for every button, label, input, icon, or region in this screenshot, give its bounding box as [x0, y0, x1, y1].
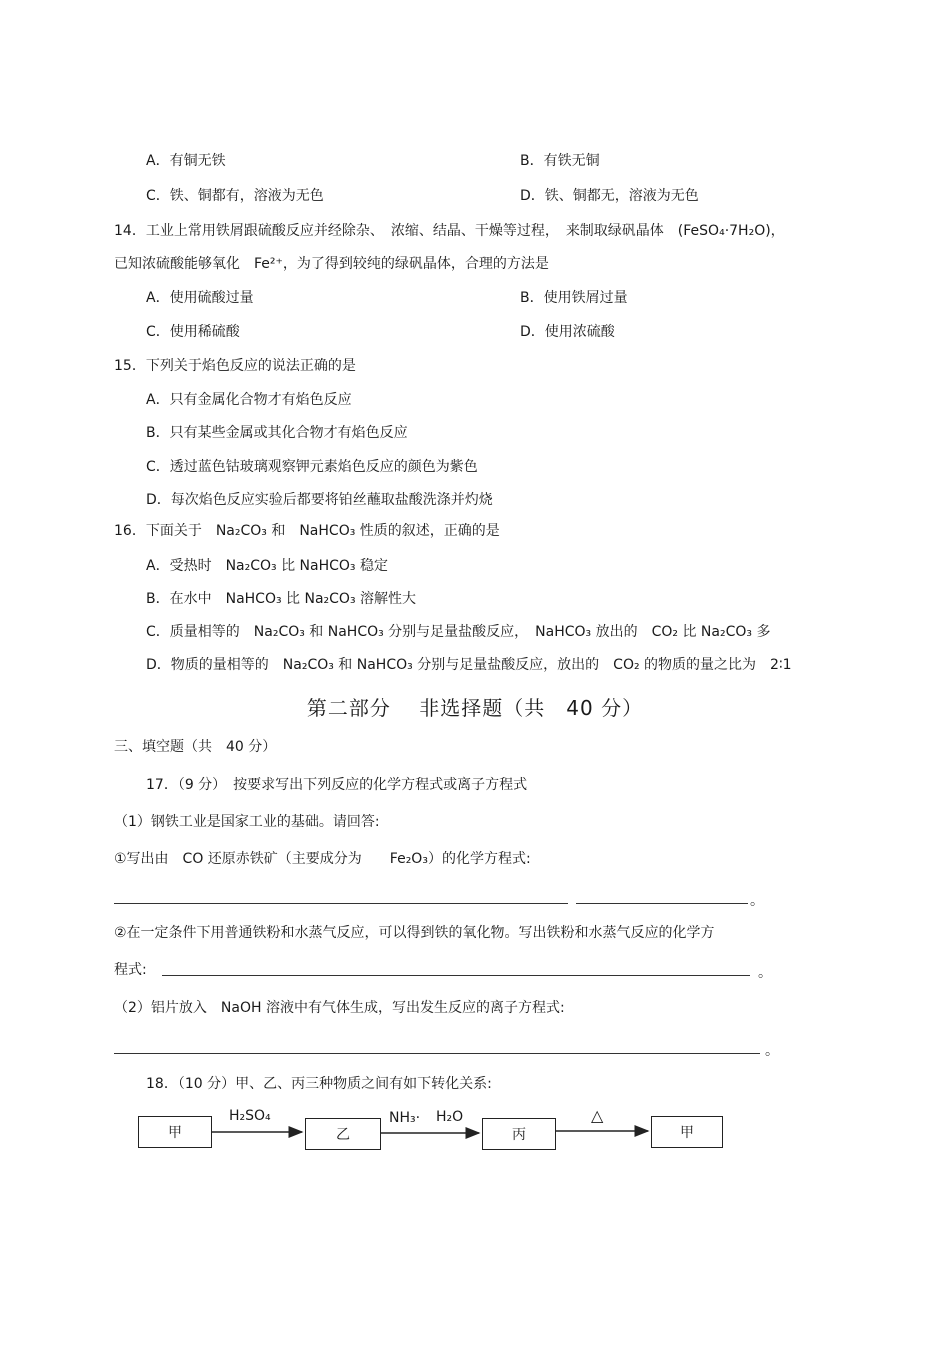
q13-option-c: C．铁、铜都有，溶液为无色: [146, 188, 324, 204]
period-3: 。: [765, 1043, 779, 1059]
q17-sub1: （1）钢铁工业是国家工业的基础。请回答:: [114, 814, 380, 830]
q17-sub2: （2）铝片放入 NaOH 溶液中有气体生成，写出发生反应的离子方程式:: [114, 1000, 565, 1016]
q13-option-b: B．有铁无铜: [520, 153, 600, 169]
q15-option-b: B．只有某些金属或其化合物才有焰色反应: [146, 425, 408, 441]
q15-option-c: C．透过蓝色钴玻璃观察钾元素焰色反应的颜色为紫色: [146, 459, 478, 475]
heat-triangle-icon: △: [591, 1106, 604, 1125]
arrow2-label-a: NH₃·: [389, 1110, 421, 1126]
arrow1-label: H₂SO₄: [229, 1108, 271, 1124]
q16-stem: 16．下面关于 Na₂CO₃ 和 NaHCO₃ 性质的叙述，正确的是: [114, 523, 500, 539]
q15-option-a: A．只有金属化合物才有焰色反应: [146, 392, 352, 408]
period-2: 。: [758, 965, 772, 981]
q17-item2-line1: ②在一定条件下用普通铁粉和水蒸气反应，可以得到铁的氧化物。写出铁粉和水蒸气反应的化学方: [114, 925, 715, 941]
q17-item2-line2: 程式:: [114, 962, 147, 978]
q14-option-d: D．使用浓硫酸: [520, 324, 615, 340]
q16-option-d: D．物质的量相等的 Na₂CO₃ 和 NaHCO₃ 分别与足量盐酸反应，放出的 CO₂ 的物质的量之比为 2∶1: [146, 657, 792, 673]
q13-option-d: D．铁、铜都无，溶液为无色: [520, 188, 699, 204]
q14-option-a: A．使用硫酸过量: [146, 290, 254, 306]
q18-stem: 18．（10 分）甲、乙、丙三种物质之间有如下转化关系:: [146, 1076, 492, 1092]
period-1: 。: [750, 893, 764, 909]
q14-option-b: B．使用铁屑过量: [520, 290, 628, 306]
box-jia-1: 甲: [138, 1116, 212, 1148]
box-jia-2: 甲: [651, 1116, 723, 1148]
box-yi: 乙: [305, 1118, 381, 1150]
box-bing: 丙: [482, 1118, 556, 1150]
section3-heading: 三、填空题（共 40 分）: [114, 739, 277, 755]
q17-item1: ①写出由 CO 还原赤铁矿（主要成分为 Fe₂O₃）的化学方程式:: [114, 851, 531, 867]
q16-option-a: A．受热时 Na₂CO₃ 比 NaHCO₃ 稳定: [146, 558, 388, 574]
q15-stem: 15．下列关于焰色反应的说法正确的是: [114, 358, 356, 374]
q17-stem: 17．（9 分） 按要求写出下列反应的化学方程式或离子方程式: [146, 777, 528, 793]
part2-title: 第二部分 非选择题（共 40 分）: [306, 696, 644, 720]
q14-option-c: C．使用稀硫酸: [146, 324, 240, 340]
q15-option-d: D．每次焰色反应实验后都要将铂丝蘸取盐酸洗涤并灼烧: [146, 492, 493, 508]
q14-stem-line1: 14．工业上常用铁屑跟硫酸反应并经除杂、 浓缩、结晶、干燥等过程， 来制取绿矾晶体 (FeSO₄·7H₂O)，: [114, 223, 785, 239]
q16-option-b: B．在水中 NaHCO₃ 比 Na₂CO₃ 溶解性大: [146, 591, 417, 607]
q13-option-a: A．有铜无铁: [146, 153, 226, 169]
arrow2-label-b: H₂O: [436, 1109, 464, 1125]
q14-stem-line2: 已知浓硫酸能够氧化 Fe²⁺，为了得到较纯的绿矾晶体，合理的方法是: [114, 256, 549, 272]
q16-option-c: C．质量相等的 Na₂CO₃ 和 NaHCO₃ 分别与足量盐酸反应， NaHCO₃ 放出的 CO₂ 比 Na₂CO₃ 多: [146, 624, 771, 640]
